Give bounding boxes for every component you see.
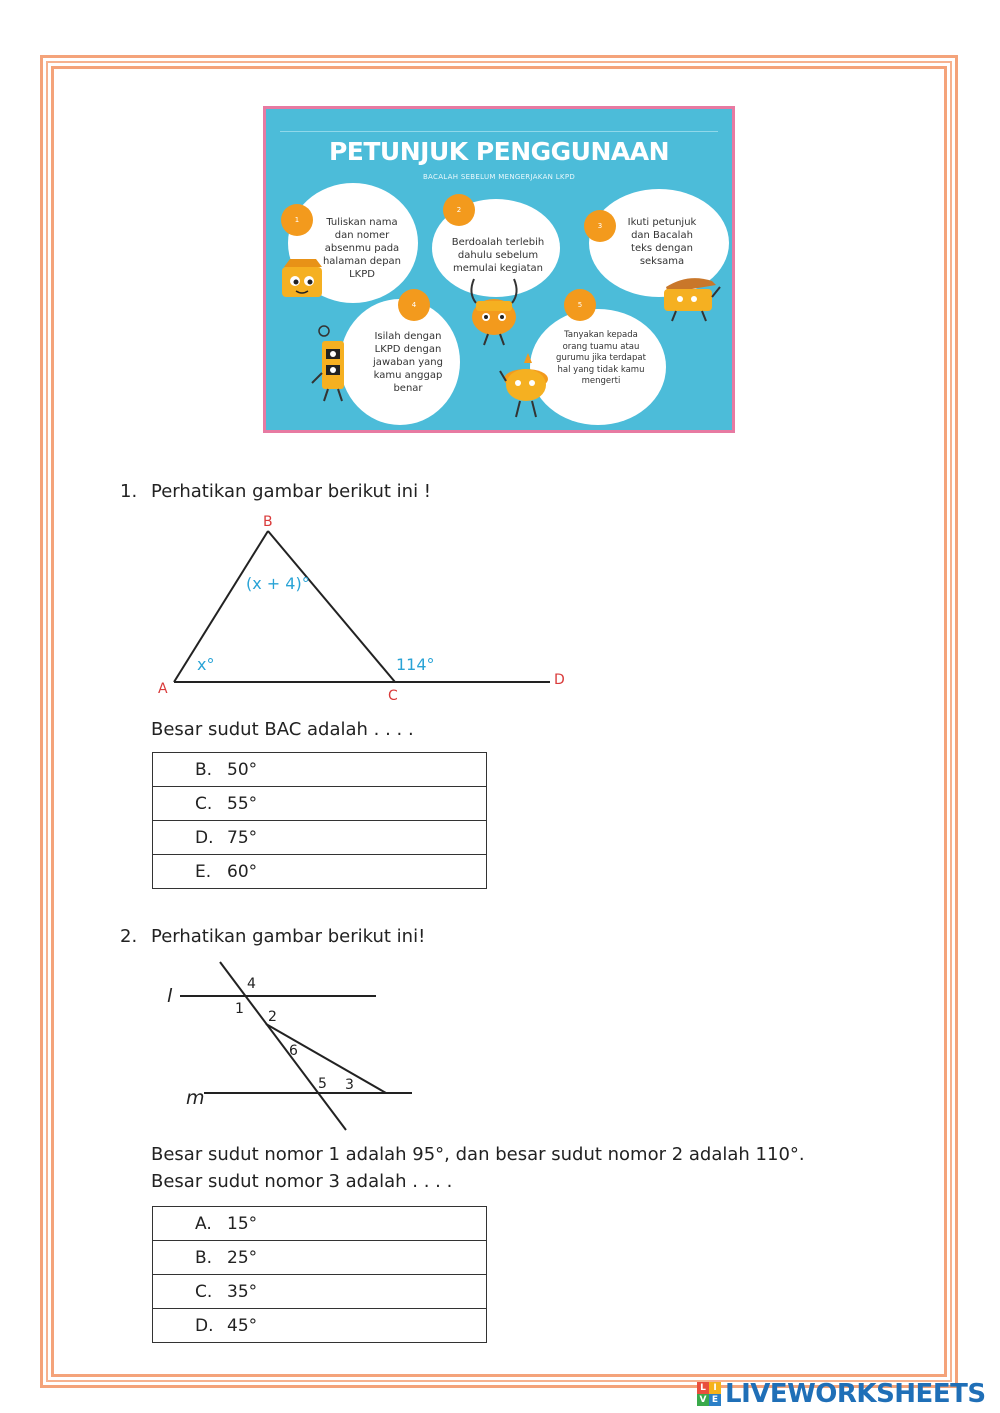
option-letter: A. <box>195 1213 212 1234</box>
vertex-a-label: A <box>158 681 168 697</box>
liveworksheets-logo[interactable] <box>697 1376 986 1412</box>
step-4-badge: 4 <box>398 289 430 321</box>
q2-question-line-2: Besar sudut nomor 3 adalah . . . . <box>151 1171 453 1192</box>
q1-triangle-figure <box>150 505 580 710</box>
step-5-badge: 5 <box>564 289 596 321</box>
line-m-label: m <box>186 1087 205 1109</box>
instructions-banner <box>263 106 735 433</box>
mark-letter: I <box>709 1382 721 1394</box>
option-letter: B. <box>195 759 213 780</box>
praying-character-icon <box>464 277 524 347</box>
angle-4-label: 4 <box>247 976 256 992</box>
banner-title: PETUNJUK PENGGUNAAN <box>328 137 670 166</box>
q2-number: 2. <box>120 926 138 947</box>
angle-b-label: (x + 4)° <box>246 574 310 593</box>
step-1-text: Tuliskan nama dan nomer absenmu pada halaman depan LKPD <box>322 217 402 280</box>
option-letter: D. <box>195 827 214 848</box>
step-4-text: Isilah dengan LKPD dengan jawaban yang kamu anggap benar <box>373 331 443 394</box>
angle-2-label: 2 <box>268 1009 277 1025</box>
option-value: 55° <box>227 793 258 814</box>
angle-6-label: 6 <box>289 1043 298 1059</box>
point-d-label: D <box>554 672 565 688</box>
q2-option-row[interactable] <box>153 1275 487 1309</box>
mark-letter: L <box>697 1382 709 1394</box>
transversal-line <box>220 962 346 1130</box>
step-3-text: Ikuti petunjuk dan Bacalah teks dengan seksama <box>627 217 697 267</box>
q2-option-cell[interactable] <box>153 1309 487 1343</box>
option-value: 45° <box>227 1315 258 1336</box>
option-value: 25° <box>227 1247 258 1268</box>
banner-subtitle: BACALAH SEBELUM MENGERJAKAN LKPD <box>422 173 576 181</box>
option-value: 35° <box>227 1281 258 1302</box>
banner-top-rule <box>280 131 718 132</box>
angle-3-label: 3 <box>345 1077 354 1093</box>
q1-option-cell[interactable] <box>153 821 487 855</box>
q1-option-row[interactable] <box>153 821 487 855</box>
pencil-character-icon <box>310 323 356 403</box>
step-2-badge: 2 <box>443 194 475 226</box>
option-value: 15° <box>227 1213 258 1234</box>
vertex-c-label: C <box>388 688 398 704</box>
q2-options-table <box>152 1206 487 1343</box>
box-character-icon <box>276 253 328 305</box>
step-5-text: Tanyakan kepada orang tuamu atau gurumu jika terdapat hal yang tidak kamu mengerti <box>556 330 646 386</box>
q2-option-row[interactable] <box>153 1241 487 1275</box>
option-value: 50° <box>227 759 258 780</box>
q2-prompt-text: Perhatikan gambar berikut ini! <box>151 926 426 947</box>
option-letter: E. <box>195 861 212 882</box>
q2-question <box>151 1141 805 1195</box>
q2-lines-figure <box>160 958 420 1136</box>
liveworksheets-mark-icon <box>697 1382 721 1406</box>
q2-option-row[interactable] <box>153 1207 487 1241</box>
q1-number: 1. <box>120 481 138 502</box>
q1-option-cell[interactable] <box>153 787 487 821</box>
angle-c-label: 114° <box>396 655 435 674</box>
vertex-b-label: B <box>263 514 273 530</box>
option-letter: C. <box>195 1281 213 1302</box>
step-2-text: Berdoalah terlebih dahulu sebelum memulai kegiatan <box>451 237 545 274</box>
logo-text: LIVEWORKSHEETS <box>725 1379 986 1409</box>
reading-character-icon <box>658 269 724 323</box>
asking-character-icon <box>498 351 554 421</box>
q1-option-row[interactable] <box>153 855 487 889</box>
q2-option-row[interactable] <box>153 1309 487 1343</box>
segment-bc <box>268 531 395 682</box>
angle-1-label: 1 <box>235 1001 244 1017</box>
q2-option-cell[interactable] <box>153 1275 487 1309</box>
q2-option-cell[interactable] <box>153 1207 487 1241</box>
q1-option-row[interactable] <box>153 753 487 787</box>
option-value: 75° <box>227 827 258 848</box>
step-1-badge: 1 <box>281 204 313 236</box>
q1-options-table <box>152 752 487 889</box>
q1-option-row[interactable] <box>153 787 487 821</box>
mark-letter: E <box>709 1394 721 1406</box>
option-letter: C. <box>195 793 213 814</box>
q1-question: Besar sudut BAC adalah . . . . <box>151 719 414 740</box>
q1-prompt-text: Perhatikan gambar berikut ini ! <box>151 481 432 502</box>
q1-option-cell[interactable] <box>153 855 487 889</box>
mark-letter: V <box>697 1394 709 1406</box>
angle-a-label: x° <box>197 655 215 674</box>
option-letter: D. <box>195 1315 214 1336</box>
option-value: 60° <box>227 861 258 882</box>
q1-option-cell[interactable] <box>153 753 487 787</box>
q2-prompt <box>120 926 425 947</box>
line-l-label: l <box>167 985 173 1007</box>
segment-ab <box>174 531 268 682</box>
option-letter: B. <box>195 1247 213 1268</box>
step-3-badge: 3 <box>584 210 616 242</box>
angle-5-label: 5 <box>318 1076 327 1092</box>
q2-option-cell[interactable] <box>153 1241 487 1275</box>
q2-question-line-1: Besar sudut nomor 1 adalah 95°, dan besar sudut nomor 2 adalah 110°. <box>151 1144 805 1165</box>
q1-prompt <box>120 481 431 502</box>
